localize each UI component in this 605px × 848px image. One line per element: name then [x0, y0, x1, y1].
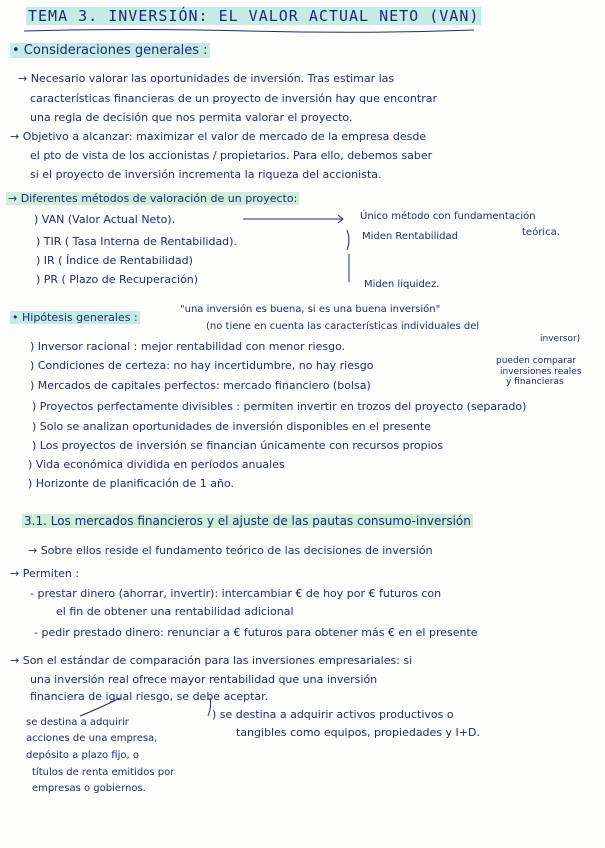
title-underline [24, 28, 474, 34]
note-comparar: pueden comparar [496, 356, 577, 366]
method-ir: ) IR ( Índice de Rentabilidad) [36, 254, 193, 267]
hypothesis-item: ) Vida económica dividida en períodos anuales [28, 458, 285, 471]
quote-line: (no tiene en cuenta las características individuales del [206, 321, 480, 332]
text-line: características financieras de un proyecto de inversión hay que encontrar [30, 92, 437, 105]
section-consideraciones-heading: • Consideraciones generales : [12, 43, 208, 58]
section-metodos-heading: → Diferentes métodos de valoración de un proyecto: [8, 192, 298, 205]
quote-line: inversor) [540, 334, 581, 344]
hypothesis-item: ) Solo se analizan oportunidades de inversión disponibles en el presente [32, 420, 432, 433]
page-title: TEMA 3. INVERSIÓN: EL VALOR ACTUAL NETO (VAN) [28, 7, 480, 25]
note-inversion-financiera: depósito a plazo fijo, o [26, 750, 139, 761]
text-line: financiera de igual riesgo, se debe aceptar. [30, 690, 269, 703]
text-line: una regla de decisión que nos permita valorar el proyecto. [30, 111, 353, 124]
method-tir: ) TIR ( Tasa Interna de Rentabilidad). [36, 235, 237, 248]
note-unico-metodo: Único método con fundamentación [360, 211, 536, 222]
note-comparar: inversiones reales [500, 367, 582, 377]
text-line: → Necesario valorar las oportunidades de inversión. Tras estimar las [18, 72, 395, 85]
text-line: una inversión real ofrece mayor rentabilidad que una inversión [30, 673, 378, 686]
note-rentabilidad: Miden Rentabilidad [362, 231, 458, 242]
text-line: → Sobre ellos reside el fundamento teórico de las decisiones de inversión [28, 544, 433, 557]
hypothesis-item: ) Proyectos perfectamente divisibles : permiten invertir en trozos del proyecto (separado) [32, 400, 527, 413]
note-inversion-financiera: se destina a adquirir [26, 717, 129, 728]
note-liquidez: Miden liquidez. [364, 279, 440, 290]
text-line: → Permiten : [10, 567, 80, 580]
method-van: ) VAN (Valor Actual Neto). [34, 213, 176, 226]
section-hipotesis-heading: • Hipótesis generales : [12, 311, 138, 324]
method-pr: ) PR ( Plazo de Recuperación) [36, 273, 199, 286]
hypothesis-item: ) Inversor racional : mejor rentabilidad con menor riesgo. [30, 340, 346, 353]
section-31-heading: 3.1. Los mercados financieros y el ajuste de las pautas consumo-inversión [24, 514, 471, 528]
text-line: → Son el estándar de comparación para las inversiones empresariales: si [10, 654, 413, 667]
text-line: - pedir prestado dinero: renunciar a € futuros para obtener más € en el presente [34, 626, 478, 639]
text-line: - prestar dinero (ahorrar, invertir): intercambiar € de hoy por € futuros con [30, 587, 442, 600]
method-arrows [243, 210, 353, 285]
text-line: el pto de vista de los accionistas / propietarios. Para ello, debemos saber [30, 149, 433, 162]
note-inversion-financiera: títulos de renta emitidos por [32, 767, 175, 778]
hypothesis-item: ) Horizonte de planificación de 1 año. [28, 477, 234, 490]
text-line: → Objetivo a alcanzar: maximizar el valor de mercado de la empresa desde [10, 130, 427, 143]
connector-arrows [60, 696, 220, 726]
note-teorica: teórica. [522, 227, 560, 238]
text-line: el fin de obtener una rentabilidad adicional [56, 605, 294, 618]
hypothesis-item: ) Mercados de capitales perfectos: mercado financiero (bolsa) [30, 379, 371, 392]
hypothesis-item: ) Condiciones de certeza: no hay incertidumbre, no hay riesgo [30, 359, 374, 372]
note-inversion-real: tangibles como equipos, propiedades y I+D. [236, 726, 480, 739]
quote-line: "una inversión es buena, si es una buena inversión" [180, 304, 441, 315]
text-line: si el proyecto de inversión incrementa la riqueza del accionista. [30, 168, 382, 181]
note-inversion-financiera: empresas o gobiernos. [32, 783, 146, 794]
note-comparar: y financieras [506, 377, 564, 387]
note-inversion-real: ) se destina a adquirir activos productivos o [212, 708, 454, 721]
note-inversion-financiera: acciones de una empresa, [26, 733, 158, 744]
hypothesis-item: ) Los proyectos de inversión se financian únicamente con recursos propios [32, 439, 444, 452]
